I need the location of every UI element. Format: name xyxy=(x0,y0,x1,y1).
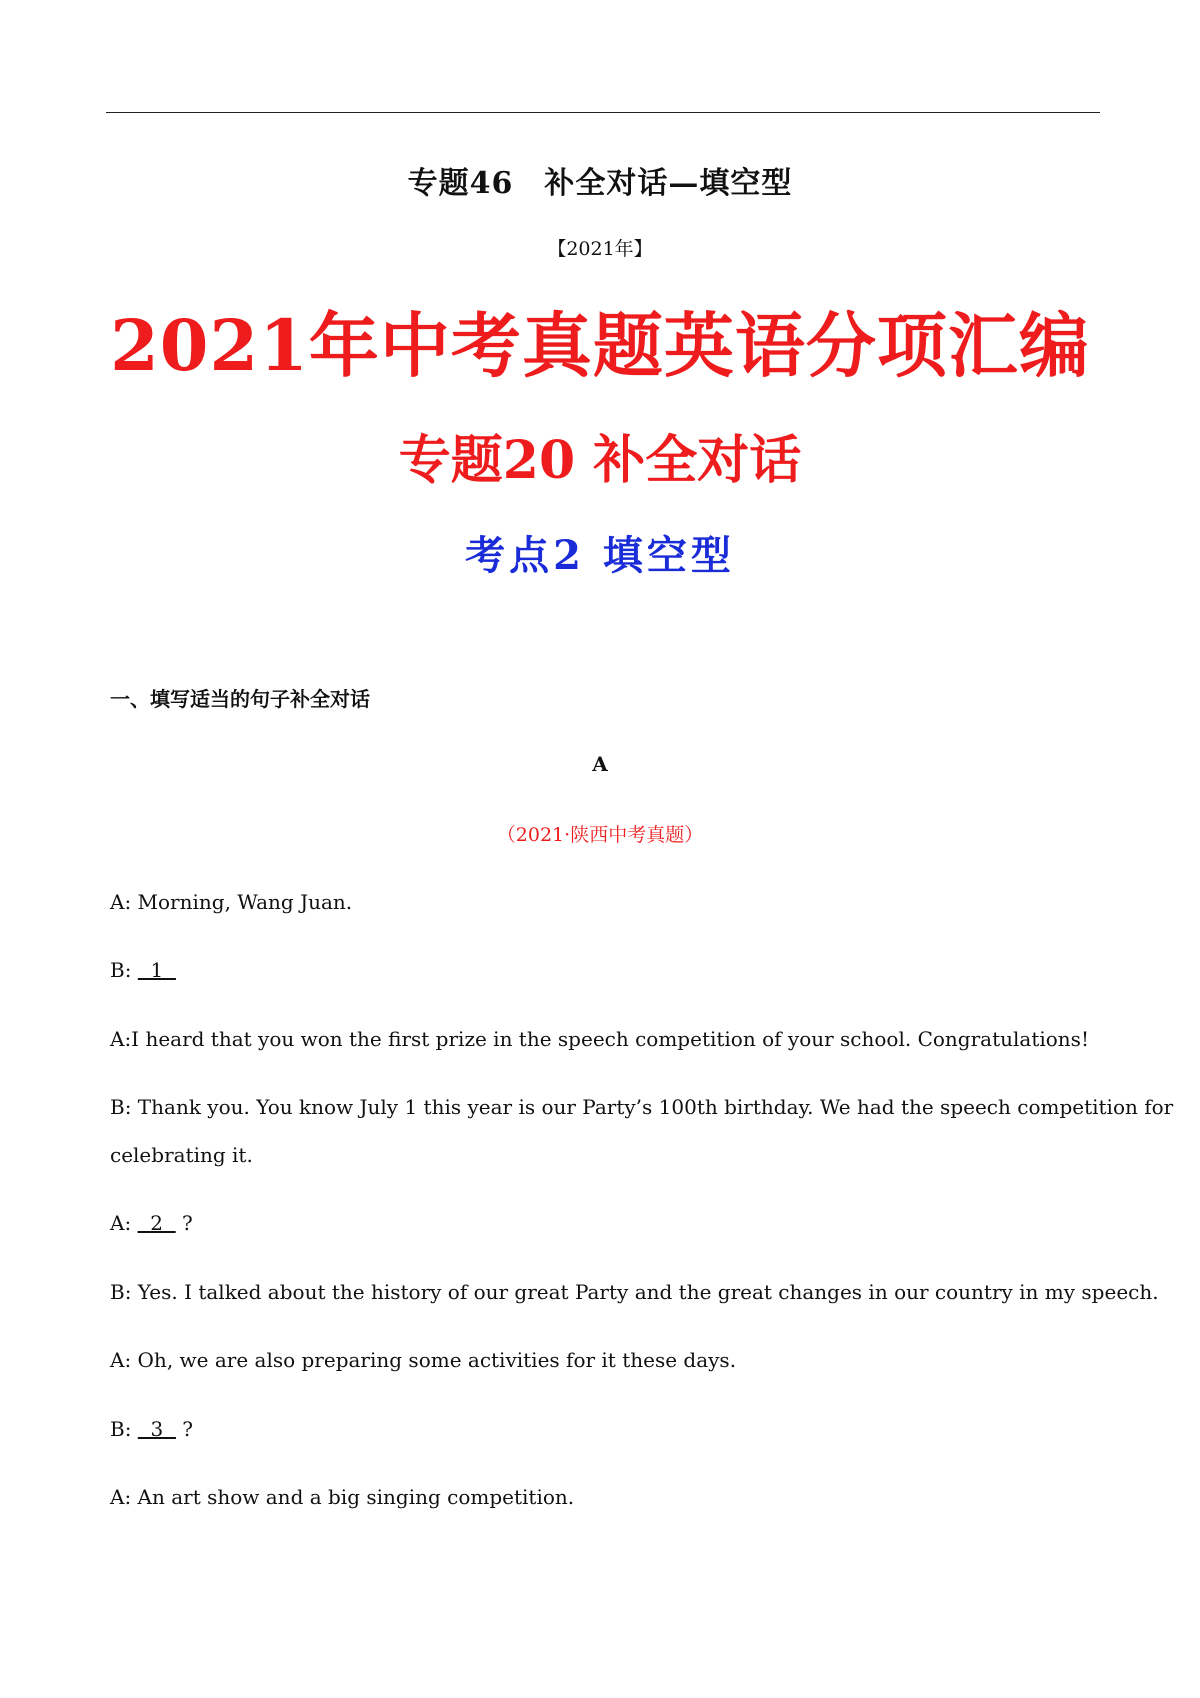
dialogue-line: B: Thank you. You know July 1 this year is our Party’s 100th birthday. We had the speech competition for xyxy=(110,1095,1174,1119)
question-source: （2021·陕西中考真题） xyxy=(496,824,704,846)
header-rule xyxy=(106,112,1100,113)
topic-title: 专题46 补全对话—填空型 xyxy=(407,166,793,201)
answer-blank-1[interactable]: 1 xyxy=(137,958,176,982)
year-tag: 【2021年】 xyxy=(547,238,653,260)
answer-blank-2[interactable]: 2 xyxy=(137,1211,176,1235)
answer-blank-3[interactable]: 3 xyxy=(137,1417,176,1441)
dialogue-line: B: Yes. I talked about the history of our great Party and the great changes in our country in my speech. xyxy=(110,1280,1159,1304)
dialogue-line: A:I heard that you won the first prize in the speech competition of your school. Congratulations! xyxy=(110,1027,1089,1051)
dialogue-line: A: An art show and a big singing competition. xyxy=(110,1485,575,1509)
dialogue-line-blank-3: B: 3 ? xyxy=(110,1417,194,1441)
section-heading: 一、填写适当的句子补全对话 xyxy=(110,687,370,711)
dialogue-line-blank-2: A: 2 ? xyxy=(110,1211,193,1235)
sub-title: 专题20 补全对话 xyxy=(398,430,802,491)
main-title: 2021年中考真题英语分项汇编 xyxy=(110,304,1090,387)
point-title: 考点2 填空型 xyxy=(465,532,735,579)
dialogue-line: A: Morning, Wang Juan. xyxy=(110,890,353,914)
dialogue-line-blank-1: B: 1 xyxy=(110,958,176,982)
part-label: A xyxy=(592,752,608,776)
dialogue-line: celebrating it. xyxy=(110,1143,253,1167)
dialogue-line: A: Oh, we are also preparing some activities for it these days. xyxy=(110,1348,737,1372)
